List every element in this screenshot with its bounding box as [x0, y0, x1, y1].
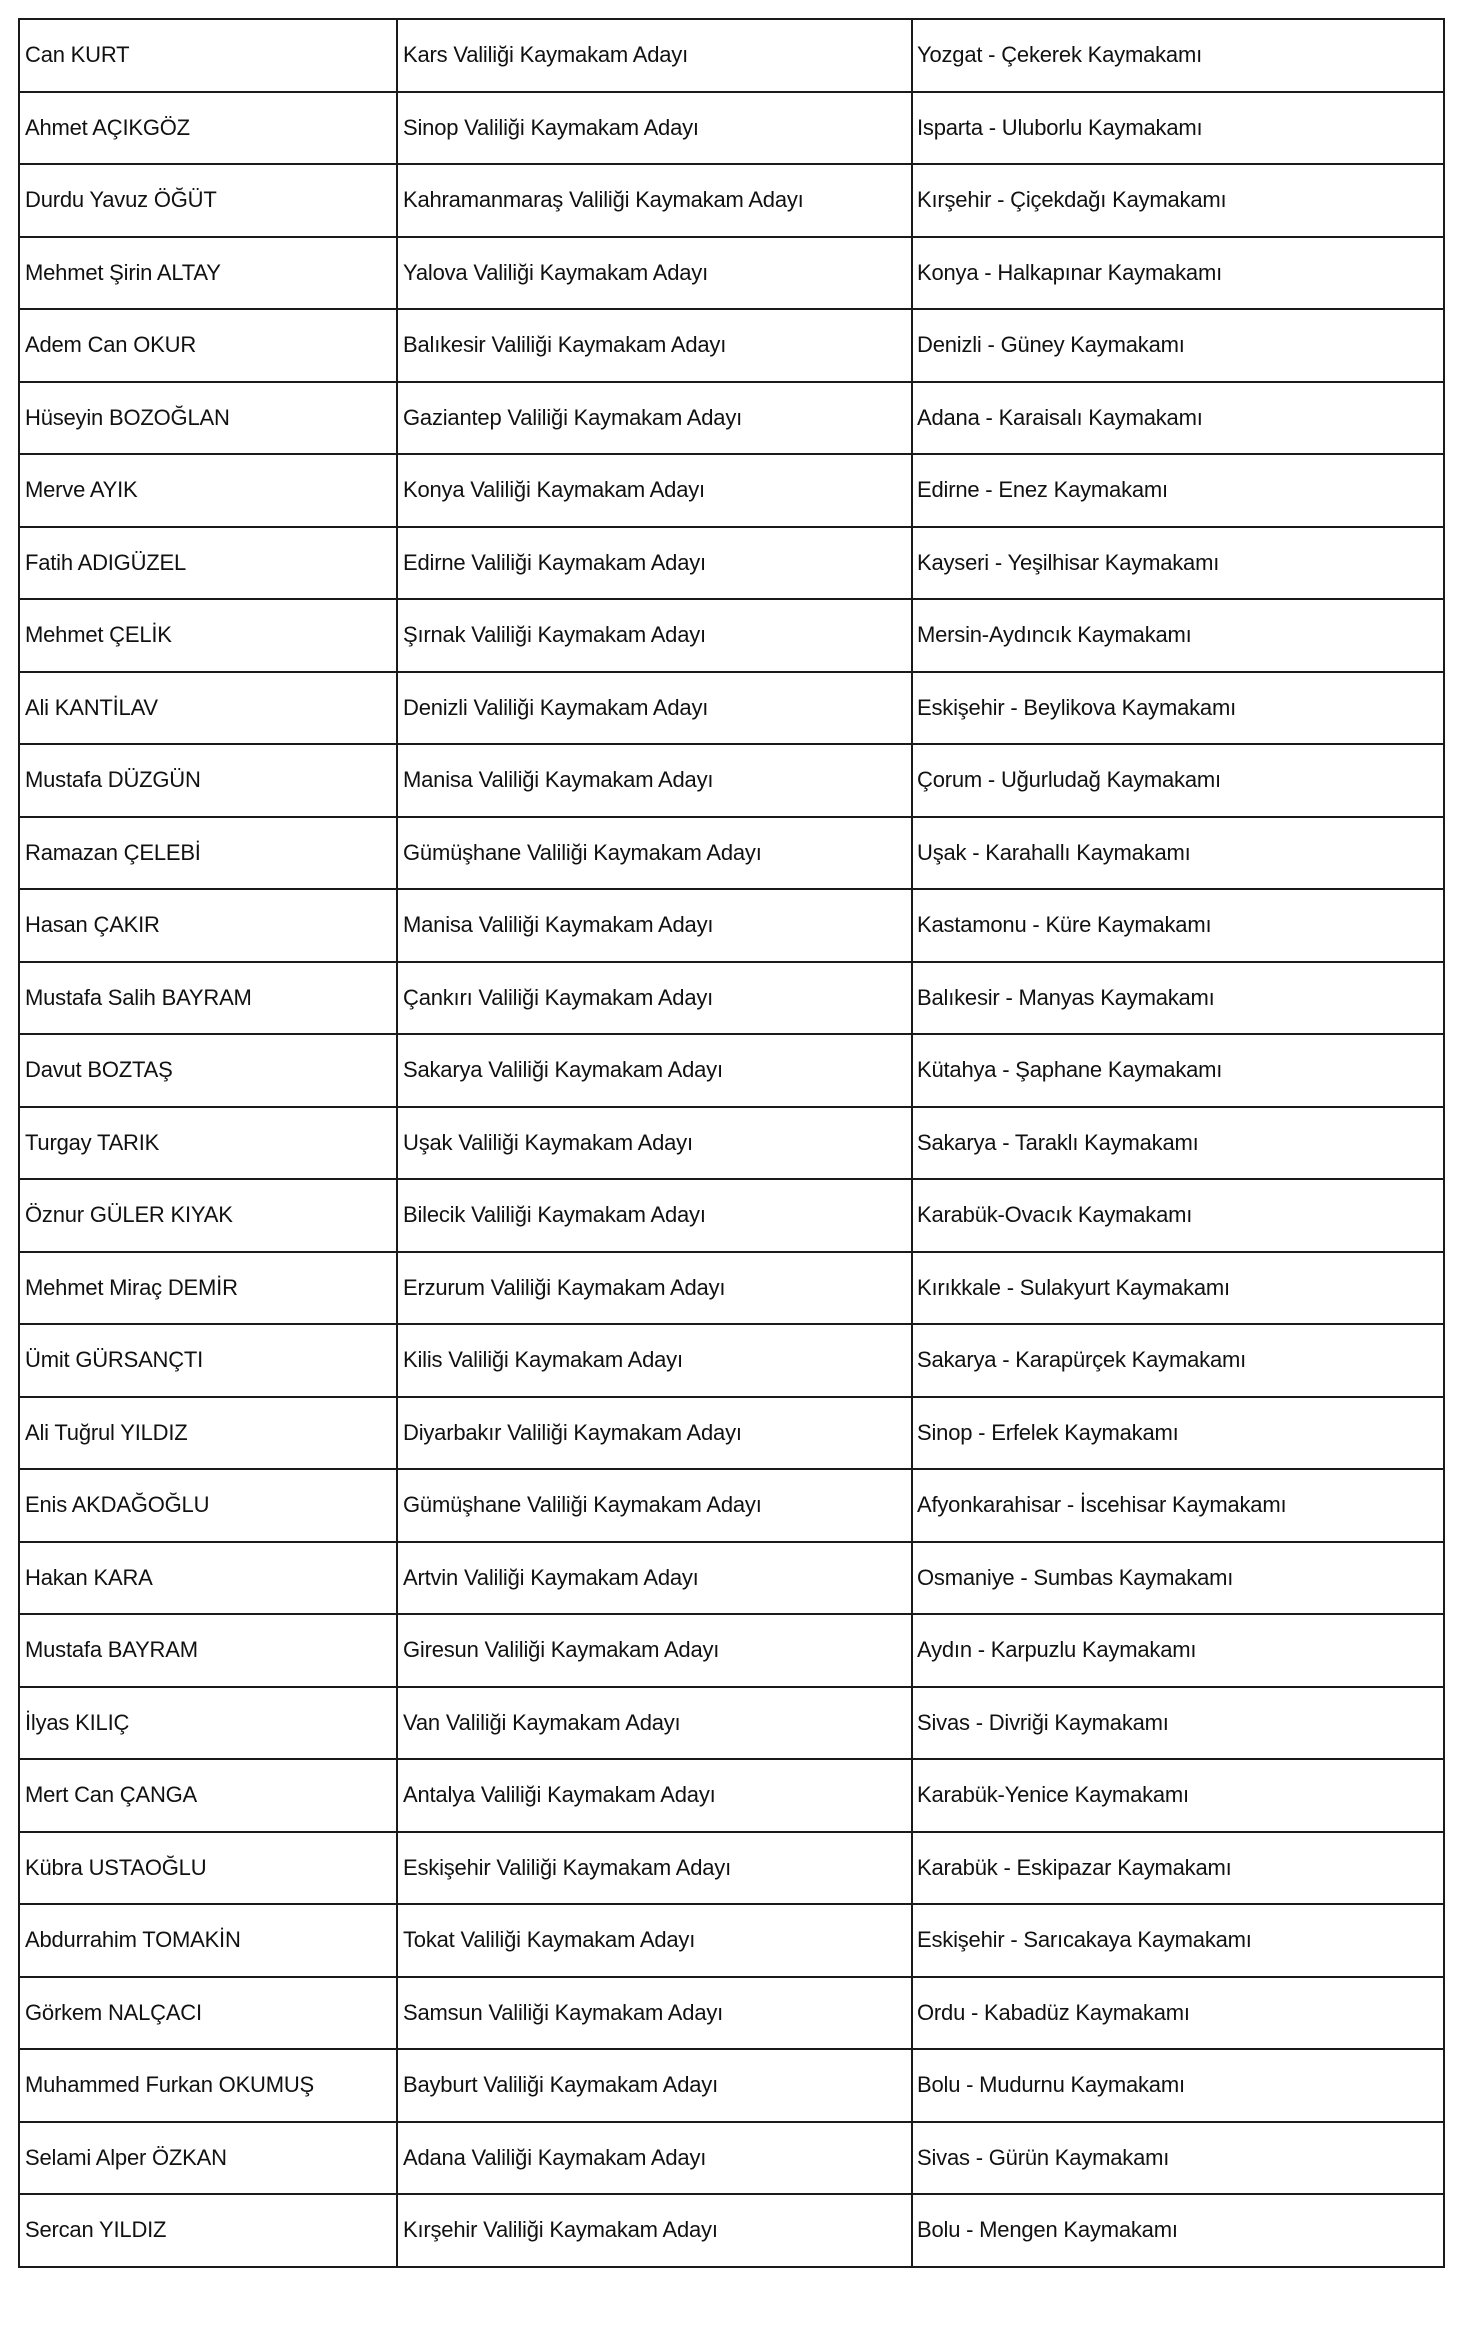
- person-name: Hakan KARA: [19, 1542, 397, 1615]
- person-name: Selami Alper ÖZKAN: [19, 2122, 397, 2195]
- assigned-post: Denizli - Güney Kaymakamı: [912, 309, 1444, 382]
- person-name: Mustafa DÜZGÜN: [19, 744, 397, 817]
- current-candidacy: Giresun Valiliği Kaymakam Adayı: [397, 1614, 912, 1687]
- table-row: [19, 309, 1444, 382]
- person-name: Ahmet AÇIKGÖZ: [19, 92, 397, 165]
- current-candidacy: Tokat Valiliği Kaymakam Adayı: [397, 1904, 912, 1977]
- assigned-post: Karabük - Eskipazar Kaymakamı: [912, 1832, 1444, 1905]
- table-row: [19, 237, 1444, 310]
- current-candidacy: Çankırı Valiliği Kaymakam Adayı: [397, 962, 912, 1035]
- table-row: [19, 1034, 1444, 1107]
- person-name: Sercan YILDIZ: [19, 2194, 397, 2267]
- person-name: Ali KANTİLAV: [19, 672, 397, 745]
- table-row: [19, 1179, 1444, 1252]
- person-name: Mustafa BAYRAM: [19, 1614, 397, 1687]
- current-candidacy: Bayburt Valiliği Kaymakam Adayı: [397, 2049, 912, 2122]
- person-name: Can KURT: [19, 19, 397, 92]
- person-name: Fatih ADIGÜZEL: [19, 527, 397, 600]
- table-row: [19, 1977, 1444, 2050]
- person-name: Öznur GÜLER KIYAK: [19, 1179, 397, 1252]
- assigned-post: Kütahya - Şaphane Kaymakamı: [912, 1034, 1444, 1107]
- table-row: [19, 1542, 1444, 1615]
- table-row: [19, 1469, 1444, 1542]
- person-name: Ramazan ÇELEBİ: [19, 817, 397, 890]
- table-row: [19, 1397, 1444, 1470]
- assigned-post: Bolu - Mudurnu Kaymakamı: [912, 2049, 1444, 2122]
- assigned-post: Isparta - Uluborlu Kaymakamı: [912, 92, 1444, 165]
- assigned-post: Karabük-Yenice Kaymakamı: [912, 1759, 1444, 1832]
- table-row: [19, 744, 1444, 817]
- appointments-table-body: [19, 19, 1444, 2267]
- current-candidacy: Diyarbakır Valiliği Kaymakam Adayı: [397, 1397, 912, 1470]
- assigned-post: Ordu - Kabadüz Kaymakamı: [912, 1977, 1444, 2050]
- current-candidacy: Manisa Valiliği Kaymakam Adayı: [397, 889, 912, 962]
- current-candidacy: Samsun Valiliği Kaymakam Adayı: [397, 1977, 912, 2050]
- table-row: [19, 889, 1444, 962]
- current-candidacy: Erzurum Valiliği Kaymakam Adayı: [397, 1252, 912, 1325]
- table-row: [19, 962, 1444, 1035]
- table-row: [19, 1107, 1444, 1180]
- person-name: Mehmet ÇELİK: [19, 599, 397, 672]
- assigned-post: Sinop - Erfelek Kaymakamı: [912, 1397, 1444, 1470]
- assigned-post: Mersin-Aydıncık Kaymakamı: [912, 599, 1444, 672]
- current-candidacy: Artvin Valiliği Kaymakam Adayı: [397, 1542, 912, 1615]
- table-row: [19, 382, 1444, 455]
- table-row: [19, 1759, 1444, 1832]
- table-row: [19, 2194, 1444, 2267]
- assigned-post: Sivas - Gürün Kaymakamı: [912, 2122, 1444, 2195]
- person-name: Durdu Yavuz ÖĞÜT: [19, 164, 397, 237]
- assigned-post: Kırıkkale - Sulakyurt Kaymakamı: [912, 1252, 1444, 1325]
- table-row: [19, 527, 1444, 600]
- table-row: [19, 1614, 1444, 1687]
- person-name: Mustafa Salih BAYRAM: [19, 962, 397, 1035]
- current-candidacy: Yalova Valiliği Kaymakam Adayı: [397, 237, 912, 310]
- current-candidacy: Bilecik Valiliği Kaymakam Adayı: [397, 1179, 912, 1252]
- current-candidacy: Edirne Valiliği Kaymakam Adayı: [397, 527, 912, 600]
- current-candidacy: Manisa Valiliği Kaymakam Adayı: [397, 744, 912, 817]
- person-name: Görkem NALÇACI: [19, 1977, 397, 2050]
- assigned-post: Sakarya - Taraklı Kaymakamı: [912, 1107, 1444, 1180]
- current-candidacy: Kahramanmaraş Valiliği Kaymakam Adayı: [397, 164, 912, 237]
- person-name: Enis AKDAĞOĞLU: [19, 1469, 397, 1542]
- assigned-post: Karabük-Ovacık Kaymakamı: [912, 1179, 1444, 1252]
- current-candidacy: Sinop Valiliği Kaymakam Adayı: [397, 92, 912, 165]
- table-row: [19, 1832, 1444, 1905]
- person-name: Turgay TARIK: [19, 1107, 397, 1180]
- assigned-post: Osmaniye - Sumbas Kaymakamı: [912, 1542, 1444, 1615]
- person-name: Mehmet Şirin ALTAY: [19, 237, 397, 310]
- table-row: [19, 2122, 1444, 2195]
- assigned-post: Sakarya - Karapürçek Kaymakamı: [912, 1324, 1444, 1397]
- person-name: Mehmet Miraç DEMİR: [19, 1252, 397, 1325]
- table-row: [19, 1324, 1444, 1397]
- table-row: [19, 454, 1444, 527]
- current-candidacy: Gaziantep Valiliği Kaymakam Adayı: [397, 382, 912, 455]
- current-candidacy: Konya Valiliği Kaymakam Adayı: [397, 454, 912, 527]
- person-name: Ümit GÜRSANÇTI: [19, 1324, 397, 1397]
- assigned-post: Bolu - Mengen Kaymakamı: [912, 2194, 1444, 2267]
- person-name: Kübra USTAOĞLU: [19, 1832, 397, 1905]
- assigned-post: Yozgat - Çekerek Kaymakamı: [912, 19, 1444, 92]
- current-candidacy: Adana Valiliği Kaymakam Adayı: [397, 2122, 912, 2195]
- person-name: Muhammed Furkan OKUMUŞ: [19, 2049, 397, 2122]
- current-candidacy: Uşak Valiliği Kaymakam Adayı: [397, 1107, 912, 1180]
- document-content: [18, 18, 1443, 2268]
- current-candidacy: Kırşehir Valiliği Kaymakam Adayı: [397, 2194, 912, 2267]
- assigned-post: Eskişehir - Sarıcakaya Kaymakamı: [912, 1904, 1444, 1977]
- assigned-post: Aydın - Karpuzlu Kaymakamı: [912, 1614, 1444, 1687]
- table-row: [19, 599, 1444, 672]
- assigned-post: Afyonkarahisar - İscehisar Kaymakamı: [912, 1469, 1444, 1542]
- current-candidacy: Sakarya Valiliği Kaymakam Adayı: [397, 1034, 912, 1107]
- assigned-post: Edirne - Enez Kaymakamı: [912, 454, 1444, 527]
- person-name: Abdurrahim TOMAKİN: [19, 1904, 397, 1977]
- person-name: Merve AYIK: [19, 454, 397, 527]
- table-row: [19, 1252, 1444, 1325]
- person-name: Hüseyin BOZOĞLAN: [19, 382, 397, 455]
- person-name: Hasan ÇAKIR: [19, 889, 397, 962]
- assigned-post: Sivas - Divriği Kaymakamı: [912, 1687, 1444, 1760]
- assigned-post: Eskişehir - Beylikova Kaymakamı: [912, 672, 1444, 745]
- person-name: Mert Can ÇANGA: [19, 1759, 397, 1832]
- table-row: [19, 672, 1444, 745]
- assigned-post: Kastamonu - Küre Kaymakamı: [912, 889, 1444, 962]
- assigned-post: Uşak - Karahallı Kaymakamı: [912, 817, 1444, 890]
- table-row: [19, 19, 1444, 92]
- person-name: İlyas KILIÇ: [19, 1687, 397, 1760]
- current-candidacy: Eskişehir Valiliği Kaymakam Adayı: [397, 1832, 912, 1905]
- assigned-post: Balıkesir - Manyas Kaymakamı: [912, 962, 1444, 1035]
- assigned-post: Kayseri - Yeşilhisar Kaymakamı: [912, 527, 1444, 600]
- assigned-post: Çorum - Uğurludağ Kaymakamı: [912, 744, 1444, 817]
- assigned-post: Konya - Halkapınar Kaymakamı: [912, 237, 1444, 310]
- current-candidacy: Gümüşhane Valiliği Kaymakam Adayı: [397, 1469, 912, 1542]
- assigned-post: Kırşehir - Çiçekdağı Kaymakamı: [912, 164, 1444, 237]
- current-candidacy: Kars Valiliği Kaymakam Adayı: [397, 19, 912, 92]
- current-candidacy: Şırnak Valiliği Kaymakam Adayı: [397, 599, 912, 672]
- current-candidacy: Balıkesir Valiliği Kaymakam Adayı: [397, 309, 912, 382]
- person-name: Davut BOZTAŞ: [19, 1034, 397, 1107]
- assigned-post: Adana - Karaisalı Kaymakamı: [912, 382, 1444, 455]
- current-candidacy: Kilis Valiliği Kaymakam Adayı: [397, 1324, 912, 1397]
- table-row: [19, 92, 1444, 165]
- table-row: [19, 817, 1444, 890]
- current-candidacy: Van Valiliği Kaymakam Adayı: [397, 1687, 912, 1760]
- person-name: Adem Can OKUR: [19, 309, 397, 382]
- current-candidacy: Gümüşhane Valiliği Kaymakam Adayı: [397, 817, 912, 890]
- table-row: [19, 1687, 1444, 1760]
- current-candidacy: Antalya Valiliği Kaymakam Adayı: [397, 1759, 912, 1832]
- table-row: [19, 1904, 1444, 1977]
- appointments-table: [18, 18, 1445, 2268]
- current-candidacy: Denizli Valiliği Kaymakam Adayı: [397, 672, 912, 745]
- table-row: [19, 164, 1444, 237]
- person-name: Ali Tuğrul YILDIZ: [19, 1397, 397, 1470]
- table-row: [19, 2049, 1444, 2122]
